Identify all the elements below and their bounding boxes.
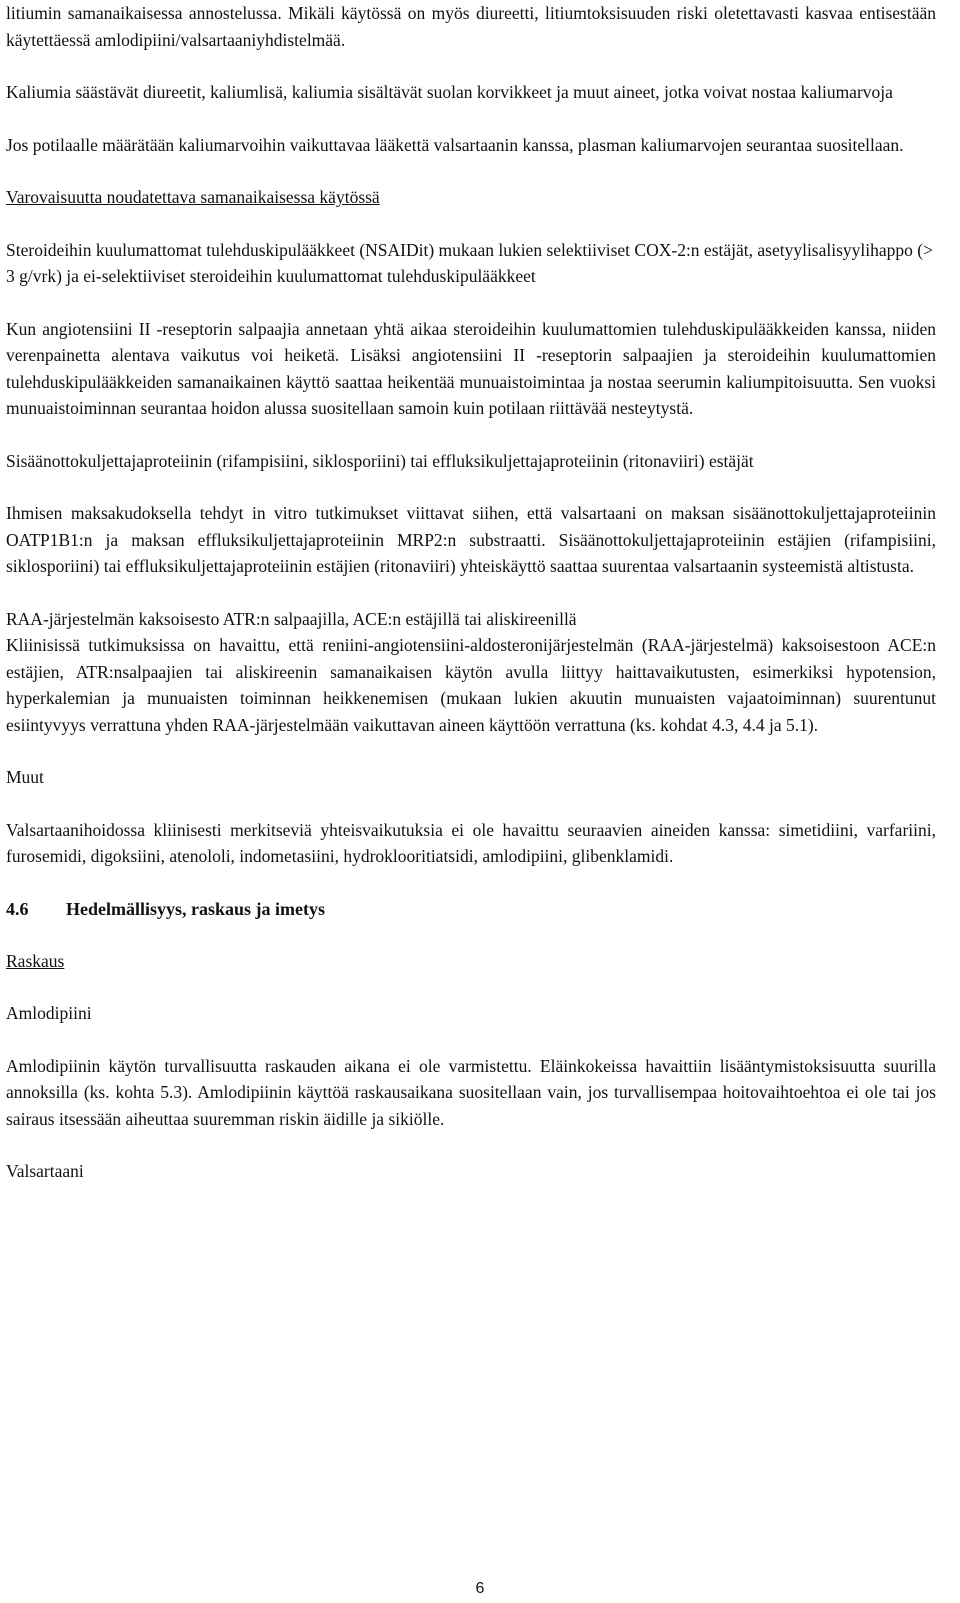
document-page [6,0,936,1185]
heading-amlodipine: Amlodipiini [6,1003,92,1023]
heading-potassium-sparing: Kaliumia säästävät diureetit, kaliumlisä, kaliumia sisältävät suolan korvikkeet ja muut aineet, jotka voivat nostaa kaliumarvoja [6,82,893,102]
heading-raa-blockade: RAA-järjestelmän kaksoisesto ATR:n salpaajilla, ACE:n estäjillä tai aliskireenillä [6,608,577,629]
paragraph-raa-blockade: Kliinisissä tutkimuksissa on havaittu, että reniini-angiotensiini-aldosteronijärjestelmän (RAA-järjestelmä) kaksoisestoon ACE:n estäjien, ATR:nsalpaajien tai aliskireenin samanaikaisen käytön avulla liittyy haittavaikutusten, esimerkiksi hypotension, hyperkalemian ja munuaisten toiminnan heikkenemisen (mukaan lukien akuutin munuaisten vajaatoiminnan) suurentunut esiintyvyys verrattuna yhden RAA-järjestelmään vaikuttavan aineen käyttöön verrattuna (ks. kohdat 4.3, 4.4 ja 5.1). [6,635,936,735]
section-heading-4-6 [6,896,936,922]
paragraph-other: Valsartaanihoidossa kliinisesti merkitseviä yhteisvaikutuksia ei ole havaittu seuraavien aineiden kanssa: simetidiini, varfariini, furosemidi, digoksiini, atenololi, indometasiini, hydroklooritiatsidi, amlodipiini, glibenklamidi. [6,819,936,866]
paragraph-lithium: litiumin samanaikaisessa annostelussa. Mikäli käytössä on myös diureetti, litiumtoksisuuden riski oletettavasti kasvaa entisestään käytettäessä amlodipiini/valsartaaniyhdistelmää. [6,3,936,50]
heading-valsartan: Valsartaani [6,1161,84,1181]
paragraph-transporter: Ihmisen maksakudoksella tehdyt in vitro tutkimukset viittavat siihen, että valsartaani on maksan sisäänottokuljettajaproteiinin OATP1B1:n ja maksan effluksikuljettajaproteiinin MRP2:n substraatti. Sisäänottokuljettajaproteiinin estäjien (rifampisiini, siklosporiini) tai effluksikuljettajaproteiinin estäjien (ritonaviiri) yhteiskäyttö saattaa suurentaa valsartaanin systeemistä altistusta. [6,503,936,576]
page-number: 6 [475,1580,485,1597]
heading-caution: Varovaisuutta noudatettava samanaikaisessa käytössä [6,187,380,207]
section-title: Hedelmällisyys, raskaus ja imetys [66,898,325,919]
paragraph-amlodipine: Amlodipiinin käytön turvallisuutta raskauden aikana ei ole varmistettu. Eläinkokeissa havaittiin lisääntymistoksisuutta suurilla annoksilla (ks. kohta 5.3). Amlodipiinin käyttöä raskausaikana suositellaan vain, jos turvallisempaa hoitovaihtoehtoa ei ole tai jos sairaus itsessään aiheuttaa suuremman riskin äidille ja sikiölle. [6,1055,936,1129]
heading-nsaids: Steroideihin kuulumattomat tulehduskipulääkkeet (NSAIDit) mukaan lukien selektiiviset COX-2:n estäjät, asetyylisalisyylihappo (> 3 g/vrk) ja ei-selektiiviset steroideihin kuulumattomat tulehduskipulääkkeet [6,239,933,286]
heading-transporter-inhibitors: Sisäänottokuljettajaproteiinin (rifampisiini, siklosporiini) tai effluksikuljettajaproteiinin (ritonaviiri) estäjät [6,450,754,471]
heading-pregnancy: Raskaus [6,950,65,971]
paragraph-nsaids: Kun angiotensiini II -reseptorin salpaajia annetaan yhtä aikaa steroideihin kuulumattomien tulehduskipulääkkeiden kanssa, niiden verenpainetta alentava vaikutus voi heiketä. Lisäksi angiotensiini II -reseptorin salpaajien ja steroideihin kuulumattomien tulehduskipulääkkeiden samanaikainen käyttö saattaa heikentää munuaistoimintaa ja nostaa seerumin kaliumpitoisuutta. Sen vuoksi munuaistoiminnan seurantaa hoidon alussa suositellaan samoin kuin potilaan riittävää nesteytystä. [6,318,936,418]
paragraph-potassium-monitoring: Jos potilaalle määrätään kaliumarvoihin vaikuttavaa lääkettä valsartaanin kanssa, plasman kaliumarvojen seurantaa suositellaan. [6,134,904,155]
section-number: 4.6 [6,898,29,919]
heading-other: Muut [6,767,44,787]
